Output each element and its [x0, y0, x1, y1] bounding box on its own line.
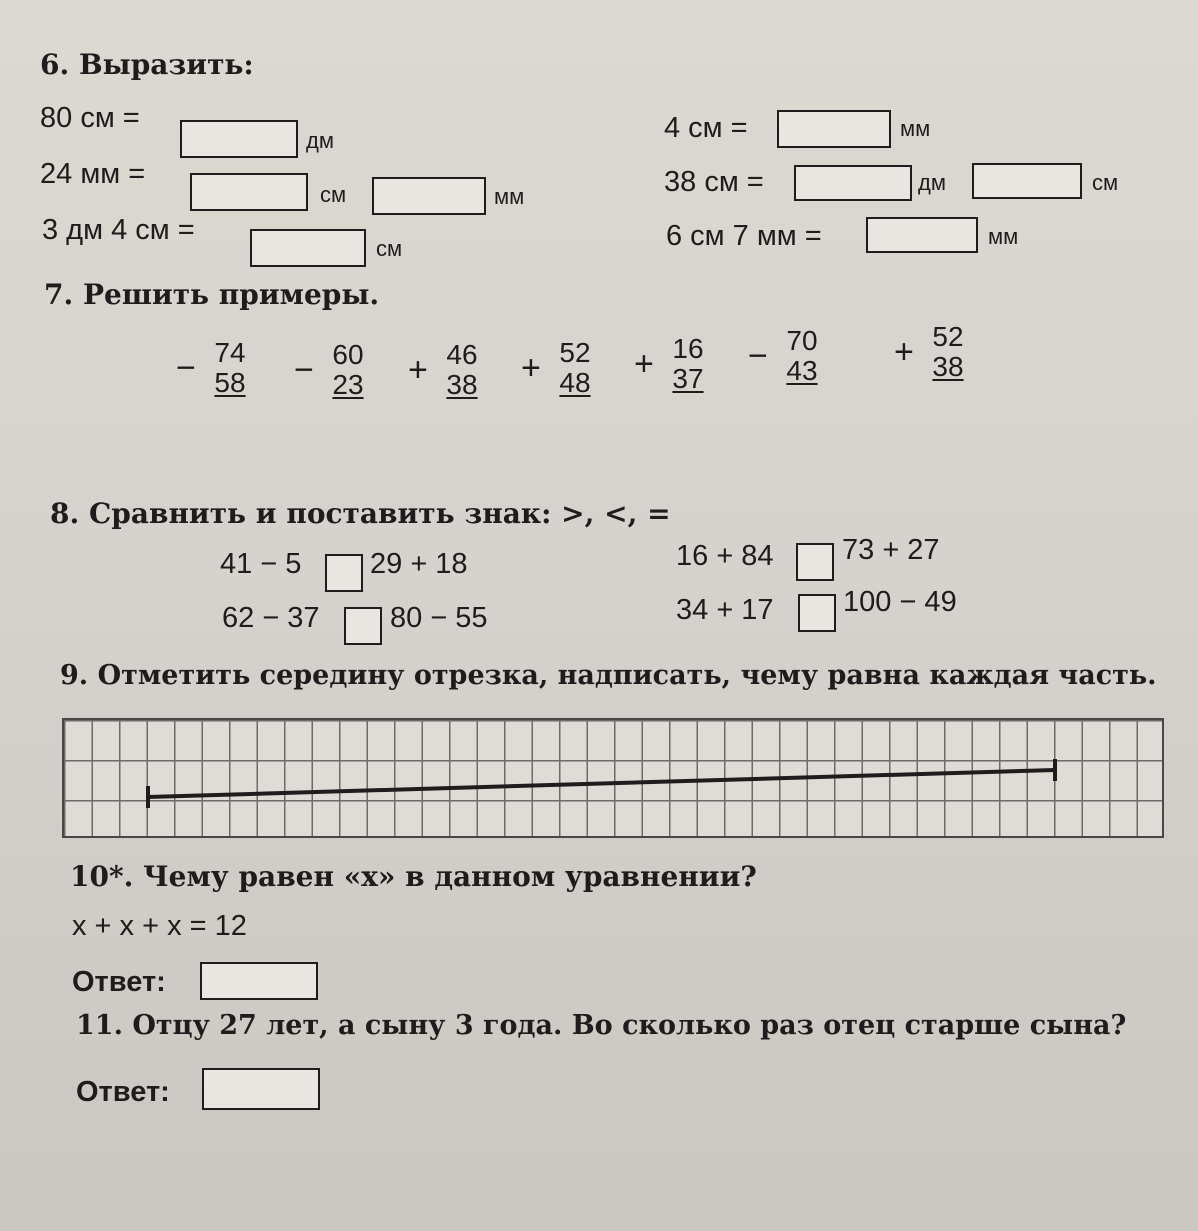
- example-7-bottom: 38: [932, 351, 964, 382]
- task8-title: 8. Сравнить и поставить знак: >, <, =: [50, 497, 671, 530]
- example-4-bottom: 48: [559, 367, 591, 398]
- task6-expr-6: 6 см 7 мм =: [666, 220, 822, 252]
- task6-unit-6: мм: [988, 224, 1019, 249]
- task9-title: 9. Отметить середину отрезка, надписать, чему равна каждая часть.: [60, 660, 1157, 691]
- compare-3-right: 73 + 27: [842, 534, 940, 566]
- compare-1-right: 29 + 18: [370, 548, 468, 580]
- example-2-bottom: 23: [332, 369, 364, 400]
- example-5-op: +: [634, 345, 654, 383]
- example-7-op: +: [894, 333, 914, 371]
- example-2-op: −: [294, 351, 314, 389]
- example-1-bottom: 58: [214, 367, 246, 398]
- task6-expr-5: 38 см =: [664, 166, 764, 198]
- example-3-top: 46: [446, 339, 478, 370]
- example-7-top: 52: [932, 321, 964, 352]
- segment-line[interactable]: [148, 770, 1055, 797]
- task6-unit-1: дм: [306, 128, 334, 153]
- example-6-top: 70: [786, 325, 818, 356]
- task6-unit-5b: см: [1092, 170, 1119, 195]
- task11-answer-label: Ответ:: [76, 1076, 170, 1108]
- example-6-bottom: 43: [786, 355, 818, 386]
- compare-2-right: 80 − 55: [390, 602, 488, 634]
- task10-answer-box[interactable]: [200, 962, 318, 1000]
- compare-2-left: 62 − 37: [222, 602, 320, 634]
- task6-expr-1: 80 см =: [40, 102, 140, 134]
- compare-3-left: 16 + 84: [676, 540, 774, 572]
- example-3-bottom: 38: [446, 369, 478, 400]
- example-6-op: −: [748, 337, 768, 375]
- task6-expr-2: 24 мм =: [40, 158, 146, 190]
- task7-title: 7. Решить примеры.: [44, 278, 380, 311]
- task11-answer-box[interactable]: [202, 1068, 320, 1110]
- compare-1-left: 41 − 5: [220, 548, 302, 580]
- example-1-top: 74: [214, 337, 246, 368]
- example-3-op: +: [408, 351, 428, 389]
- task6-title: 6. Выразить:: [40, 48, 254, 81]
- example-5-top: 16: [672, 333, 704, 364]
- task6-unit-2a: см: [320, 182, 347, 207]
- task10-answer-label: Ответ:: [72, 966, 166, 998]
- task10-equation: х + х + х = 12: [72, 910, 247, 942]
- example-1-op: −: [176, 349, 196, 387]
- task6-expr-4: 4 см =: [664, 112, 748, 144]
- task6-expr-3: 3 дм 4 см =: [42, 214, 195, 246]
- task6-unit-3: см: [376, 236, 403, 261]
- compare-4-left: 34 + 17: [676, 594, 774, 626]
- task10-title: 10*. Чему равен «х» в данном уравнении?: [70, 860, 757, 893]
- task6-unit-4: мм: [900, 116, 931, 141]
- example-4-top: 52: [559, 337, 591, 368]
- example-5-bottom: 37: [672, 363, 704, 394]
- task6-unit-2b: мм: [494, 184, 525, 209]
- example-2-top: 60: [332, 339, 364, 370]
- task6-unit-5a: дм: [918, 170, 946, 195]
- example-4-op: +: [521, 349, 541, 387]
- task11-title: 11. Отцу 27 лет, а сыну 3 года. Во сколько раз отец старше сына?: [76, 1010, 1127, 1041]
- compare-4-right: 100 − 49: [843, 586, 957, 618]
